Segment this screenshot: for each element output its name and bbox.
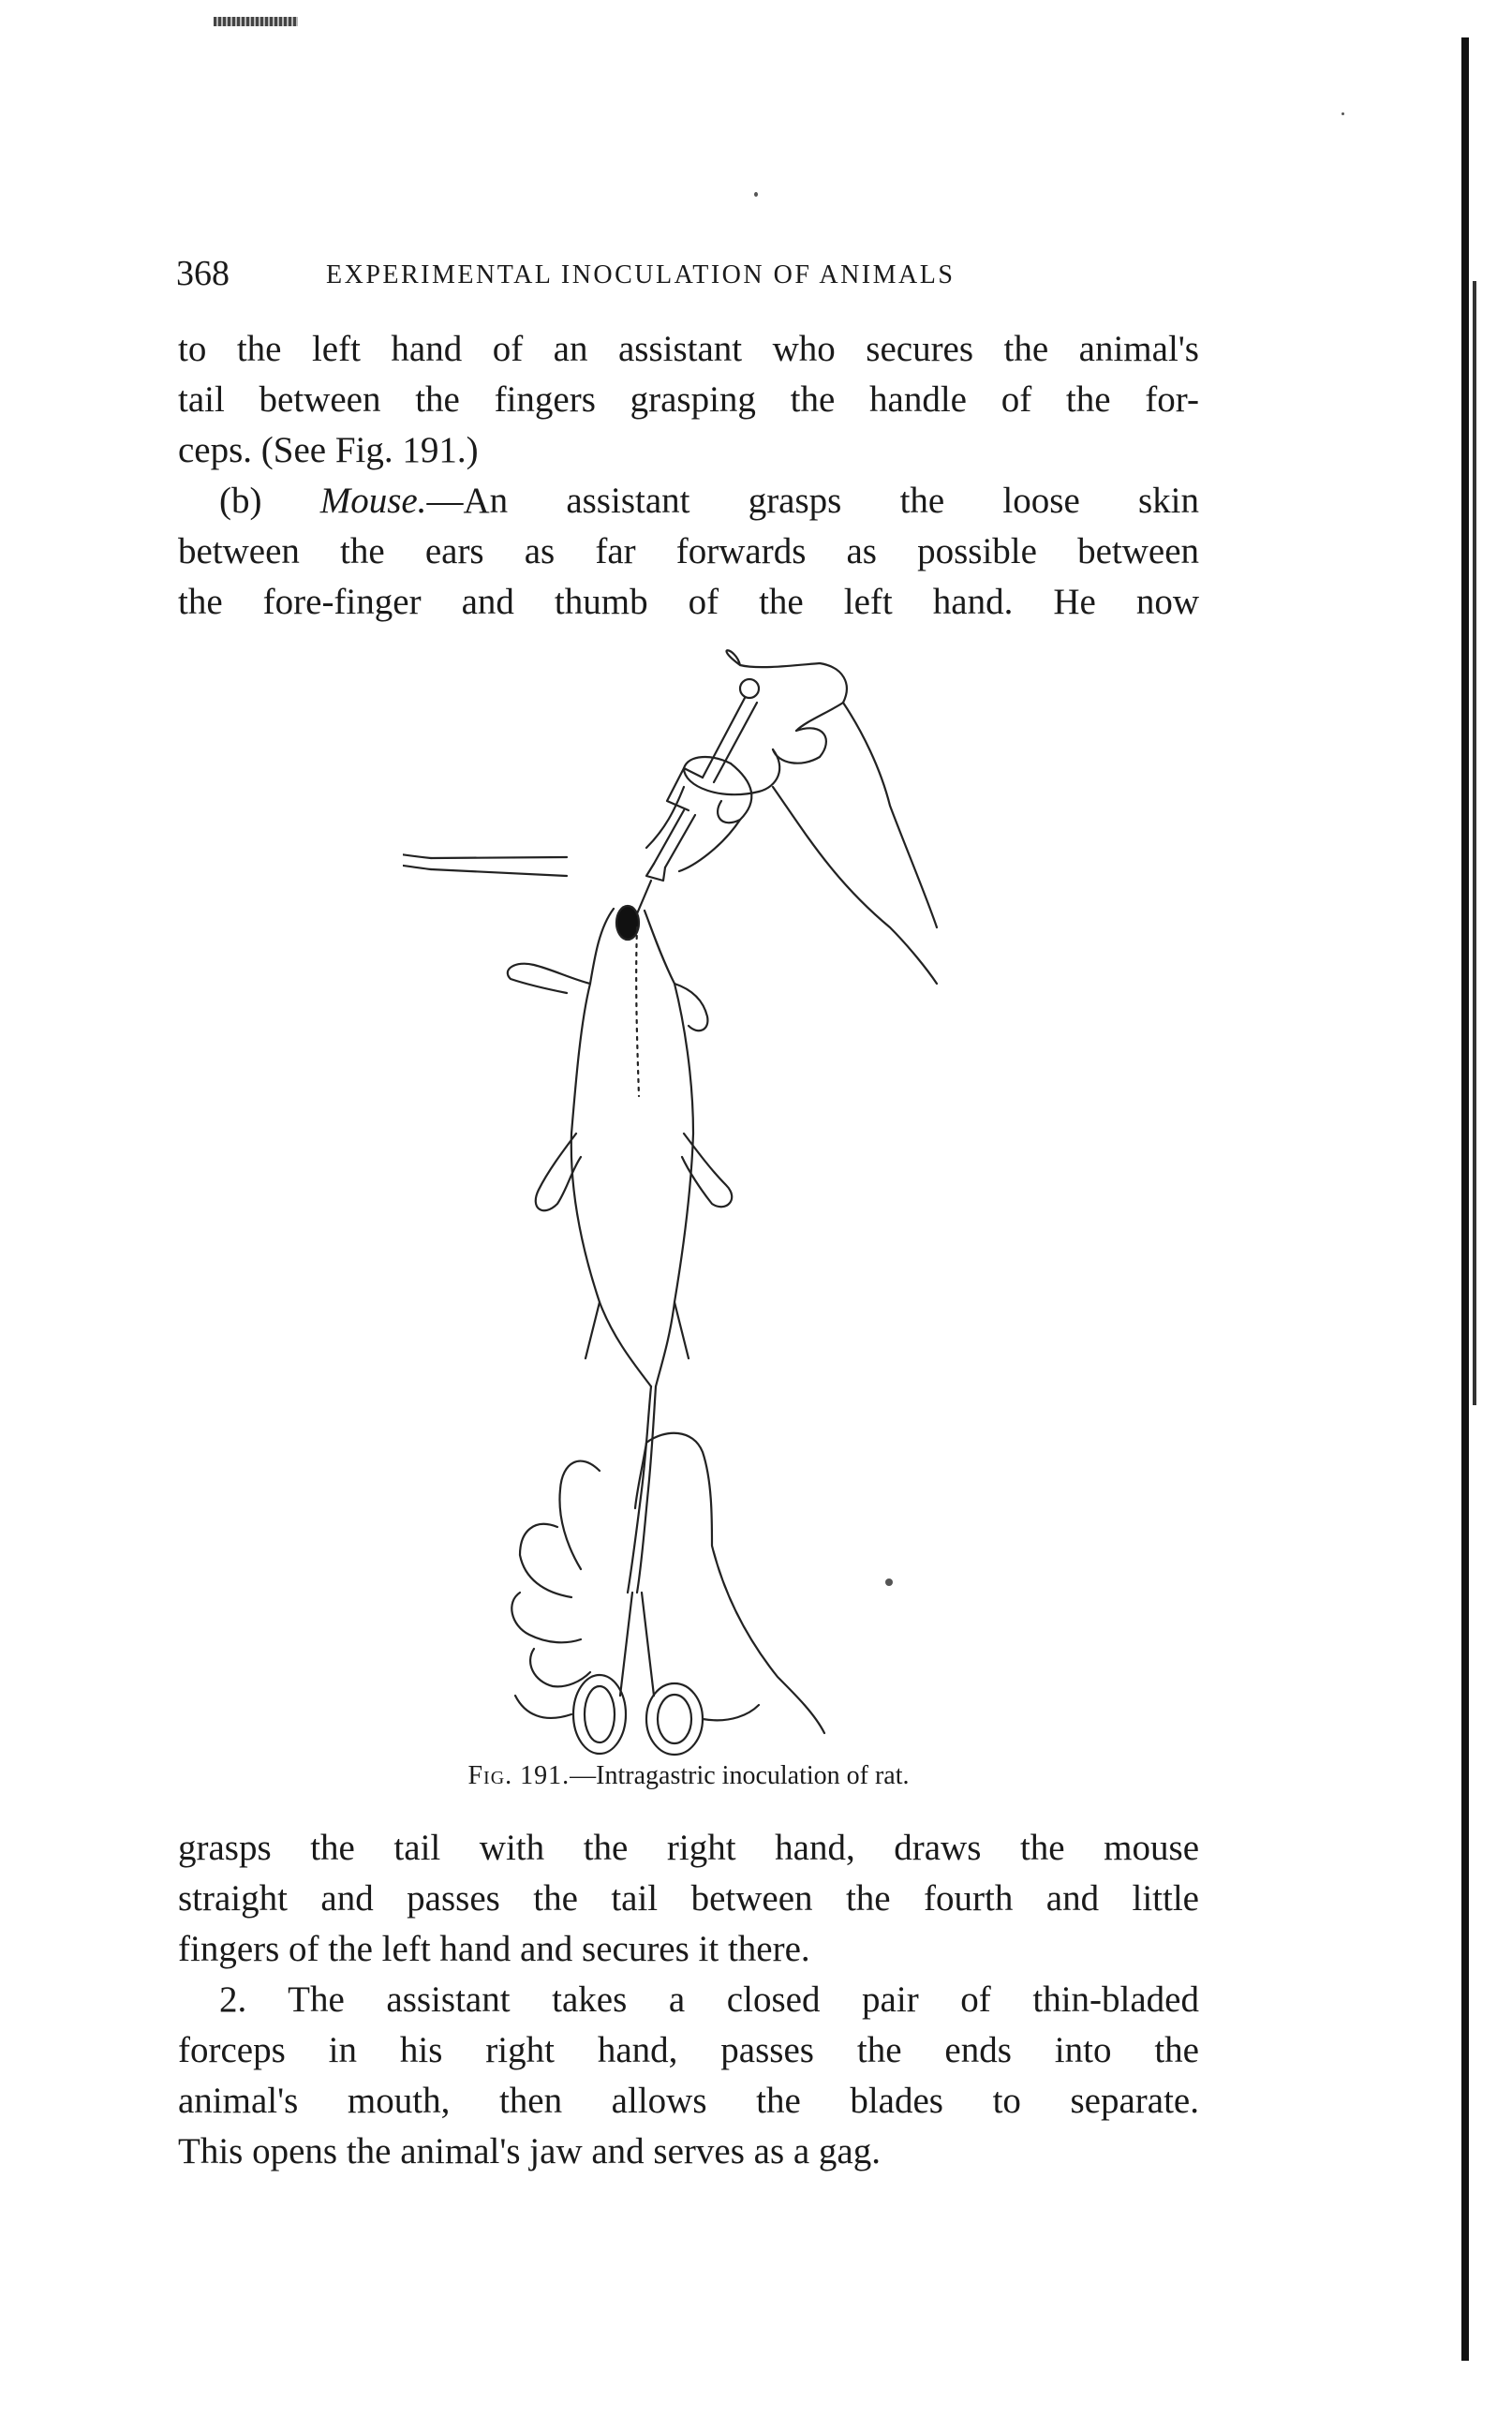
text-line: tail between the fingers grasping the handle of the for- <box>178 379 1199 420</box>
text-block-top <box>178 324 1199 628</box>
text-line: between the ears as far forwards as possible between <box>178 531 1199 571</box>
running-head <box>176 253 1216 300</box>
text-line: forceps in his right hand, passes the ends into the <box>178 2030 1199 2070</box>
text-line: fingers of the left hand and secures it there. <box>178 1929 810 1969</box>
speck <box>1342 112 1344 115</box>
lower-left-hand-forceps-top <box>403 809 431 913</box>
text-line: to the left hand of an assistant who secures the animal's <box>178 329 1199 369</box>
running-title: EXPERIMENTAL INOCULATION OF ANIMALS <box>326 260 956 289</box>
figure-label: Fig. 191. <box>467 1761 571 1790</box>
text-line: animal's mouth, then allows the blades to separate. <box>178 2081 1199 2121</box>
text-line: This opens the animal's jaw and serves as a gag. <box>178 2131 881 2171</box>
heading-mouse: Mouse. <box>319 481 427 521</box>
item-marker: (b) <box>219 481 320 521</box>
upper-hand-drawing <box>646 650 937 984</box>
lower-hand-drawing <box>511 1433 824 1733</box>
text-line: 2. The assistant takes a closed pair of thin-bladed <box>219 1979 1199 2020</box>
text-block-bottom <box>178 1823 1199 2177</box>
scissors-handles-drawing <box>515 1593 759 1755</box>
page-edge-shadow <box>1461 37 1469 2361</box>
text-line: straight and passes the tail between the fourth and little <box>178 1878 1199 1919</box>
page-edge-shadow-inner <box>1473 281 1476 1405</box>
forceps-tip <box>431 857 639 940</box>
text-line: grasps the tail with the right hand, draws the mouse <box>178 1828 1199 1868</box>
rat-body-drawing <box>508 909 732 1386</box>
figure-illustration <box>403 646 984 1761</box>
page-number: 368 <box>176 254 230 293</box>
print-mark <box>214 17 298 26</box>
text-run: —An assistant grasps the loose skin <box>426 481 1199 521</box>
rat-tail-drawing <box>628 1386 656 1593</box>
speck <box>754 192 758 197</box>
text-line: the fore-finger and thumb of the left hand. He now <box>178 582 1199 622</box>
paragraph-mouse-first-line <box>178 476 1199 526</box>
text-line: ceps. (See Fig. 191.) <box>178 430 479 470</box>
syringe-drawing <box>635 679 759 918</box>
figure-caption-text: —Intragastric inoculation of rat. <box>570 1761 910 1790</box>
rat-inoculation-drawing <box>403 646 984 1761</box>
figure-caption <box>178 1761 1199 1791</box>
